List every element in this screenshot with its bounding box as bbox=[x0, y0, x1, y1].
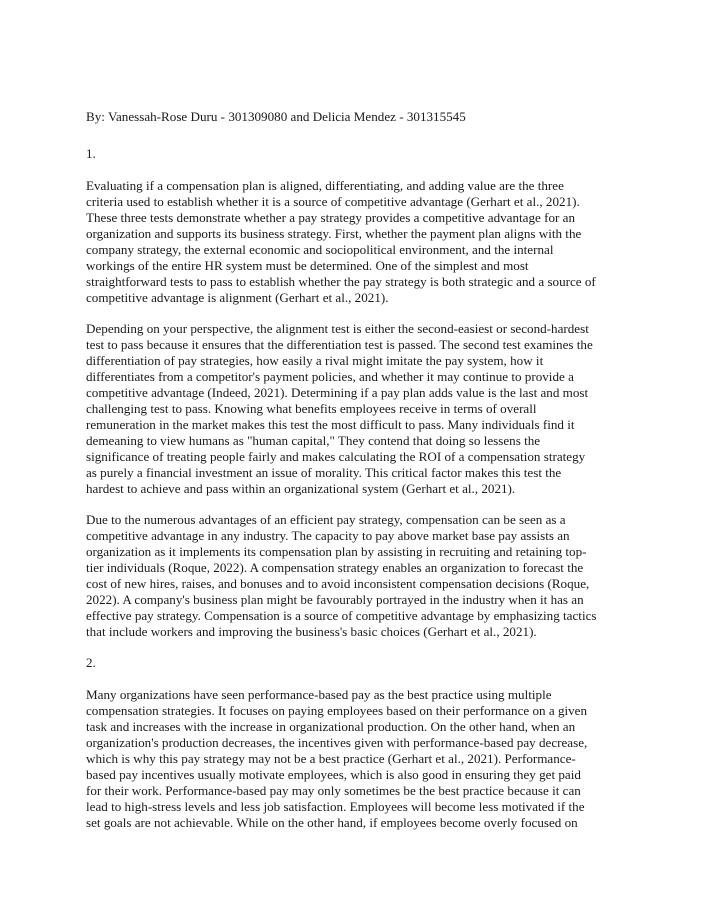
text-line: Many organizations have seen performance-based pay as the best practice using multiple bbox=[86, 687, 552, 702]
text-line: These three tests demonstrate whether a pay strategy provides a competitive advantage for an bbox=[86, 210, 576, 225]
author-byline: By: Vanessah-Rose Duru - 301309080 and Delicia Mendez - 301315545 bbox=[86, 109, 466, 124]
text-line: that include workers and improving the business's basic choices (Gerhart et al., 2021). bbox=[86, 624, 537, 639]
text-line: as purely a financial investment an issue of morality. This critical factor makes this test the bbox=[86, 465, 562, 480]
text-line: test to pass because it ensures that the differentiation test is passed. The second test examines the bbox=[86, 337, 593, 352]
text-line: Depending on your perspective, the alignment test is either the second-easiest or second-hardest bbox=[86, 321, 589, 336]
text-line: challenging test to pass. Knowing what benefits employees receive in terms of overall bbox=[86, 401, 537, 416]
text-line: 2022). A company's business plan might be favourably portrayed in the industry when it has an bbox=[86, 592, 584, 607]
text-line: competitive advantage is alignment (Gerhart et al., 2021). bbox=[86, 290, 389, 305]
text-line: Due to the numerous advantages of an efficient pay strategy, compensation can be seen as a bbox=[86, 512, 566, 527]
text-line: organization as it implements its compensation plan by assisting in recruiting and retaining top- bbox=[86, 544, 587, 559]
text-line: differentiates from a competitor's payment policies, and whether it may continue to provide a bbox=[86, 369, 574, 384]
text-line: demeaning to view humans as "human capital," They contend that doing so lessens the bbox=[86, 433, 541, 448]
text-line: competitive advantage (Indeed, 2021). Determining if a pay plan adds value is the last and most bbox=[86, 385, 589, 400]
section-2-body bbox=[86, 687, 646, 831]
text-line: based pay incentives usually motivate employees, which is also good in ensuring they get paid bbox=[86, 767, 581, 782]
paragraph bbox=[86, 687, 646, 831]
text-line: cost of new hires, raises, and bonuses and to avoid inconsistent compensation decisions (Roque, bbox=[86, 576, 590, 591]
text-line: organization and supports its business strategy. First, whether the payment plan aligns with the bbox=[86, 226, 582, 241]
text-line: company strategy, the external economic and sociopolitical environment, and the internal bbox=[86, 242, 554, 257]
text-line: competitive advantage in any industry. The capacity to pay above market base pay assists an bbox=[86, 528, 570, 543]
text-line: hardest to achieve and pass within an organizational system (Gerhart et al., 2021). bbox=[86, 481, 516, 496]
text-line: significance of treating people fairly and makes calculating the ROI of a compensation strategy bbox=[86, 449, 586, 464]
text-line: organization's production decreases, the incentives given with performance-based pay decrease, bbox=[86, 735, 588, 750]
text-line: effective pay strategy. Compensation is a source of competitive advantage by emphasizing tactics bbox=[86, 608, 597, 623]
paragraph bbox=[86, 321, 646, 497]
text-line: Evaluating if a compensation plan is aligned, differentiating, and adding value are the three bbox=[86, 178, 564, 193]
text-line: tier individuals (Roque, 2022). A compensation strategy enables an organization to forecast the bbox=[86, 560, 584, 575]
text-line: for their work. Performance-based pay may only sometimes be the best practice because it can bbox=[86, 783, 581, 798]
section-1-body bbox=[86, 178, 646, 640]
text-line: lead to high-stress levels and less job satisfaction. Employees will become less motivated if the bbox=[86, 799, 585, 814]
section-2-number: 2. bbox=[86, 655, 96, 670]
paragraph bbox=[86, 512, 646, 640]
text-line: criteria used to establish whether it is a source of competitive advantage (Gerhart et al., 2021). bbox=[86, 194, 580, 209]
text-line: remuneration in the market makes this test the most difficult to pass. Many individuals find it bbox=[86, 417, 575, 432]
text-line: task and increases with the increase in organizational production. On the other hand, when an bbox=[86, 719, 576, 734]
text-line: set goals are not achievable. While on the other hand, if employees become overly focused on bbox=[86, 815, 578, 830]
text-line: differentiation of pay strategies, how easily a rival might imitate the pay system, how it bbox=[86, 353, 544, 368]
text-line: compensation strategies. It focuses on paying employees based on their performance on a given bbox=[86, 703, 588, 718]
text-line: workings of the entire HR system must be determined. One of the simplest and most bbox=[86, 258, 529, 273]
document-page bbox=[86, 109, 646, 846]
section-1-number: 1. bbox=[86, 146, 96, 161]
text-line: which is why this pay strategy may not be a best practice (Gerhart et al., 2021). Performance- bbox=[86, 751, 576, 766]
text-line: straightforward tests to pass to establish whether the pay strategy is both strategic and a source of bbox=[86, 274, 596, 289]
paragraph bbox=[86, 178, 646, 306]
